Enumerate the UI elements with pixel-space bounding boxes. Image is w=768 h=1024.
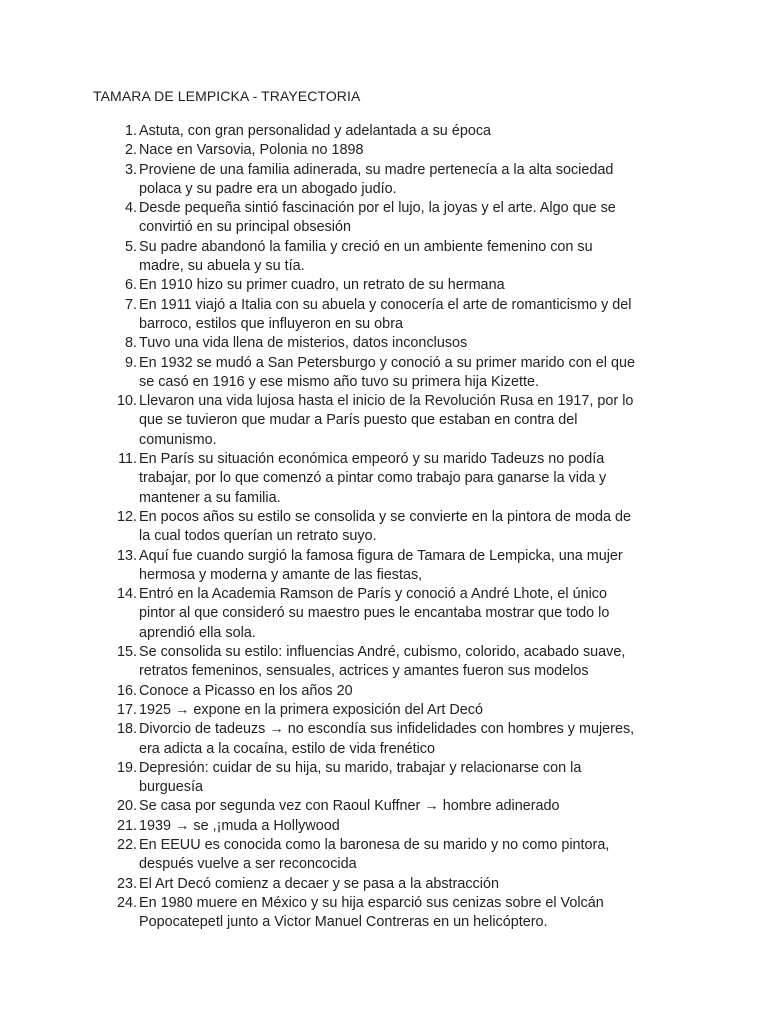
list-item-text-line: madre, su abuela y su tía. [139,258,305,275]
list-item [93,276,683,295]
list-item-text-line: Nace en Varsovia, Polonia no 1898 [139,142,364,159]
list-item [93,392,683,450]
list-item-text-line: Su padre abandonó la familia y creció en un ambiente femenino con su [139,238,593,255]
list-item-text-line: convirtió en su principal obsesión [139,219,351,236]
list-item-text-line: hermosa y moderna y amante de las fiestas, [139,566,423,583]
list-item-text-line: Llevaron una vida lujosa hasta el inicio de la Revolución Rusa en 1917, por lo [139,393,634,410]
list-item-text-line: 1939 → se ,¡muda a Hollywood [139,817,340,834]
list-item-number: 3. [124,161,137,178]
list-item-text-line: Astuta, con gran personalidad y adelantada a su época [139,123,492,139]
list-item [93,701,683,720]
list-item-text-line: En París su situación económica empeoró y su marido Tadeuzs no podía [139,451,605,468]
list-item-text-line: En pocos años su estilo se consolida y se convierte en la pintora de moda de [139,508,631,525]
list-item-text-line: la cual todos querían un retrato suyo. [139,528,377,545]
list-item-number: 9. [124,354,137,371]
list-item-text-line: era adicta a la cocaína, estilo de vida frenético [139,740,435,757]
list-item-number: 16. [116,682,137,699]
list-item-text-line: trabajar, por lo que comenzó a pintar como trabajo para ganarse la vida y [139,470,607,487]
document-title: TAMARA DE LEMPICKA - TRAYECTORIA [93,88,361,104]
list-item-text-line: En 1910 hizo su primer cuadro, un retrato de su hermana [139,277,505,294]
list-item [93,450,683,508]
list-item-number: 18. [116,721,137,738]
list-item [93,238,683,277]
list-item-number: 23. [116,875,137,892]
list-item-number: 8. [124,335,137,352]
list-item-number: 10. [116,393,137,410]
list-item-number: 7. [124,296,137,313]
list-item-text-line: 1925 → expone en la primera exposición del Art Decó [139,701,483,718]
list-item [93,199,683,238]
list-item [93,720,683,759]
list-item-text-line: Entró en la Academia Ramson de París y conoció a André Lhote, el único [139,586,607,603]
list-item-text-line: Proviene de una familia adinerada, su madre pertenecía a la alta sociedad [139,161,614,178]
list-item-text-line: En 1932 se mudó a San Petersburgo y conoció a su primer marido con el que [139,354,635,371]
list-item-text-line: Depresión: cuidar de su hija, su marido, trabajar y relacionarse con la [139,759,582,776]
list-item [93,797,683,816]
list-item-text-line: El Art Decó comienz a decaer y se pasa a la abstracción [139,875,499,892]
list-item [93,334,683,353]
list-item [93,508,683,547]
numbered-list [93,122,683,932]
list-item-text-line: Se consolida su estilo: influencias André, cubismo, colorido, acabado suave, [139,644,626,661]
list-item-text-line: Tuvo una vida llena de misterios, datos inconclusos [139,335,468,352]
list-item [93,547,683,586]
list-item-text-line: barroco, estilos que influyeron en su obra [139,315,403,332]
list-item-number: 5. [124,238,137,255]
list-item-text-line: mantener a su familia. [139,489,281,506]
list-item-text-line: Aquí fue cuando surgió la famosa figura de Tamara de Lempicka, una mujer [139,547,623,564]
list-item-text-line: polaca y su padre era un abogado judío. [139,180,397,197]
list-item [93,122,683,141]
list-item-number: 6. [124,277,137,294]
list-item-text-line: Se casa por segunda vez con Raoul Kuffner → hombre adinerado [139,798,560,815]
list-item-text-line: Popocatepetl junto a Victor Manuel Contreras en un helicóptero. [139,914,548,931]
list-item-number: 11. [118,451,137,468]
list-item [93,585,683,643]
list-item-text-line: retratos femeninos, sensuales, actrices y amantes fueron sus modelos [139,663,589,680]
list-item-text-line: después vuelve a ser reconcocida [139,856,357,873]
list-item-text-line: Divorcio de tadeuzs → no escondía sus infidelidades con hombres y mujeres, [139,721,635,738]
list-item-number: 22. [116,836,137,853]
list-item-number: 4. [124,200,137,217]
list-item [93,161,683,200]
list-item [93,354,683,393]
list-item-number: 13. [116,547,137,564]
list-item-text-line: que se tuvieron que mudar a París puesto que estaban en contra del [139,412,578,429]
list-item-number: 20. [116,798,137,815]
list-item-number: 15. [116,644,137,661]
list-item-text-line: burguesía [139,779,204,796]
list-item [93,141,683,160]
list-item-number: 19. [116,759,137,776]
list-item-text-line: se casó en 1916 y ese mismo año tuvo su primera hija Kizette. [139,373,539,390]
list-item-text-line: En 1980 muere en México y su hija esparció sus cenizas sobre el Volcán [139,894,604,911]
list-item-text-line: Conoce a Picasso en los años 20 [139,682,353,699]
list-item-number: 24. [116,894,137,911]
list-item-number: 17. [116,701,137,718]
list-item-number: 12. [116,508,137,525]
list-item-text-line: pintor al que consideró su maestro pues le encantaba mostrar que todo lo [139,605,610,622]
list-item-text-line: En EEUU es conocida como la baronesa de su marido y no como pintora, [139,836,610,853]
list-item-number: 14. [116,586,137,603]
list-item [93,643,683,682]
list-item [93,296,683,335]
list-item [93,682,683,701]
list-item [93,817,683,836]
list-item-number: 1. [124,123,137,139]
list-item-number: 21. [116,817,137,834]
list-item [93,759,683,798]
list-item-text-line: En 1911 viajó a Italia con su abuela y conocería el arte de romanticismo y del [139,296,632,313]
list-item [93,875,683,894]
list-item [93,894,683,933]
list-item-text-line: aprendió ella sola. [139,624,256,641]
list-item-number: 2. [124,142,137,159]
list-item-text-line: Desde pequeña sintió fascinación por el lujo, la joyas y el arte. Algo que se [139,200,616,217]
list-item-text-line: comunismo. [139,431,217,448]
list-item [93,836,683,875]
